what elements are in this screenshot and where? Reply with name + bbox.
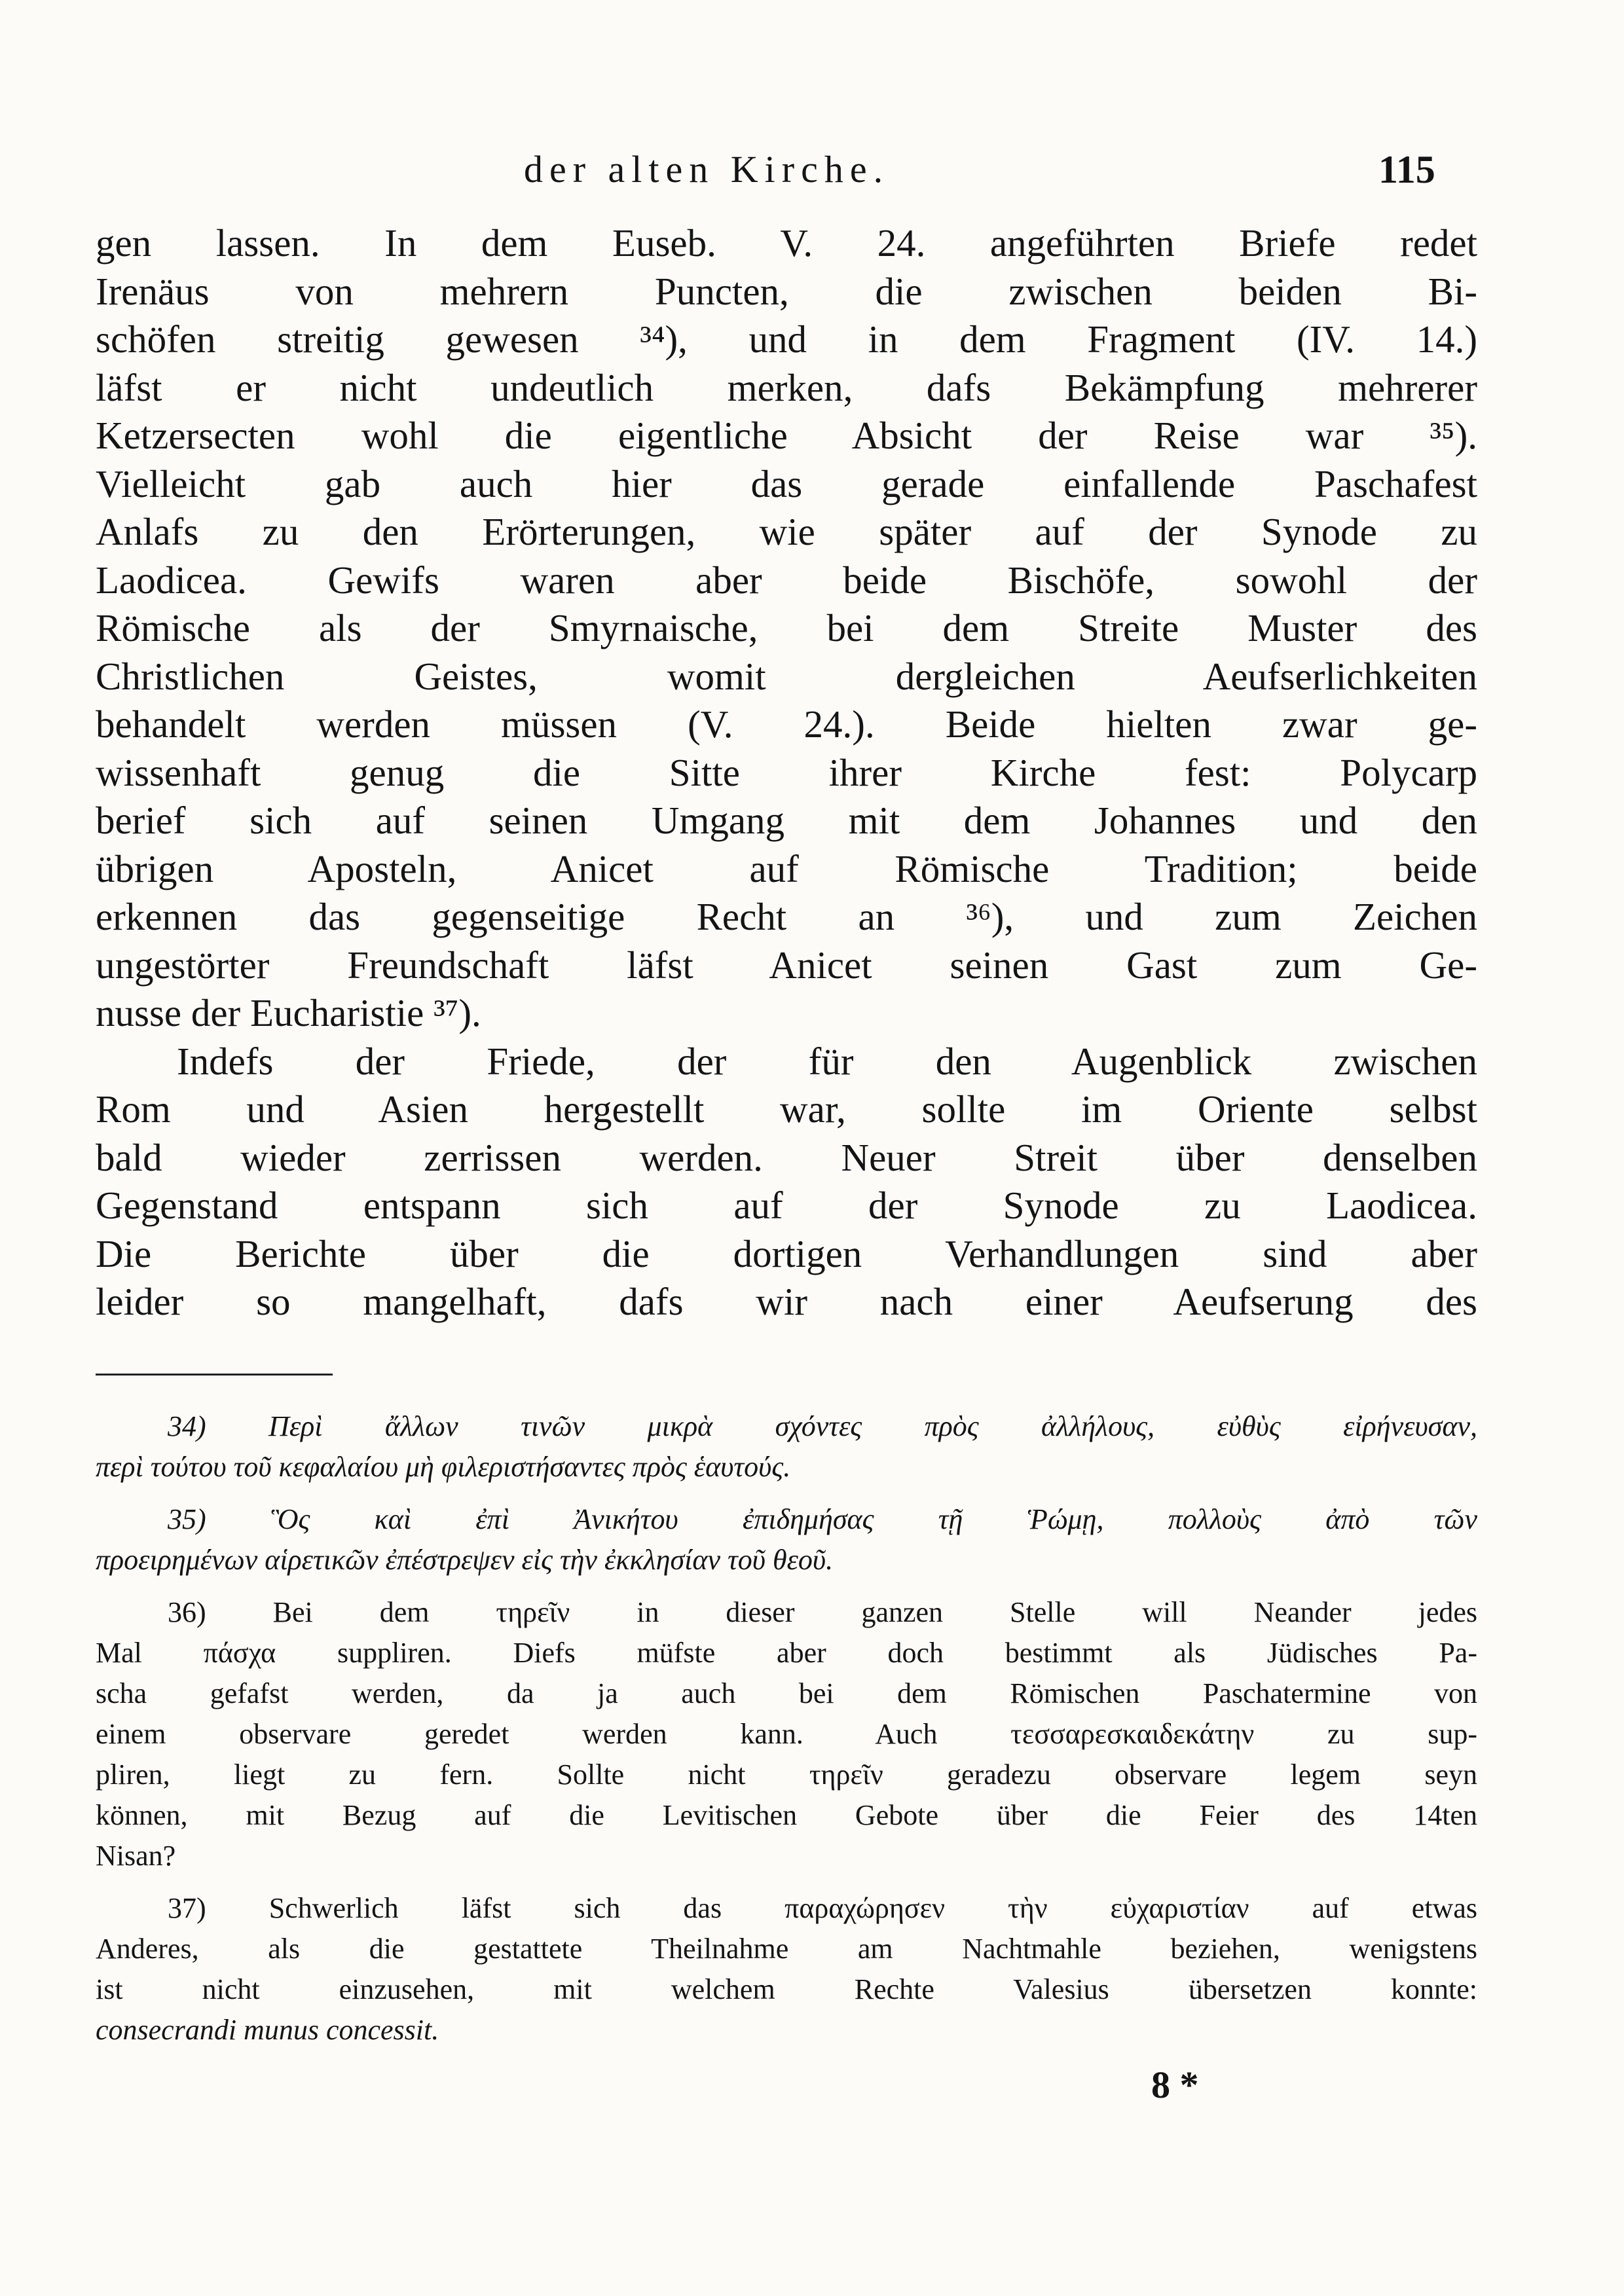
body-line: schöfen streitig gewesen ³⁴), und in dem Fragment (IV. 14.) xyxy=(96,318,1477,361)
footnote-37-line: 37) Schwerlich läfst sich das παραχώρησεν τὴν εὐχαριστίαν auf etwas xyxy=(168,1892,1477,1924)
body-line: wissenhaft genug die Sitte ihrer Kirche fest: Polycarp xyxy=(96,750,1477,794)
footnote-36-line: scha gefafst werden, da ja auch bei dem Römischen Paschatermine von xyxy=(96,1677,1477,1709)
footnote-36-line: einem observare geredet werden kann. Auch τεσσαρεσκαιδεκάτην zu sup- xyxy=(96,1718,1477,1750)
running-title: der alten Kirche. xyxy=(524,148,890,191)
footnote-36-line: pliren, liegt zu fern. Sollte nicht τηρεῖν geradezu observare legem seyn xyxy=(96,1758,1477,1791)
body-line: Ketzersecten wohl die eigentliche Absicht der Reise war ³⁵). xyxy=(96,414,1477,457)
footnote-35-line: 35) Ὃς καὶ ἐπὶ Ἀνικήτου ἐπιδημήσας τῇ Ῥώμῃ, πολλοὺς ἀπὸ τῶν xyxy=(168,1503,1477,1535)
body-line: Irenäus von mehrern Puncten, die zwischen beiden Bi- xyxy=(96,269,1477,313)
footnote-34-line: 34) Περὶ ἄλλων τινῶν μικρὰ σχόντες πρὸς ἀλλήλους, εὐθὺς εἰρήνευσαν, xyxy=(168,1410,1477,1442)
footnote-35-line: προειρημένων αἱρετικῶν ἐπέστρεψεν εἰς τὴν ἐκκλησίαν τοῦ θεοῦ. xyxy=(96,1544,834,1576)
body-line: ungestörter Freundschaft läfst Anicet seinen Gast zum Ge- xyxy=(96,943,1477,987)
footnote-37-line: Anderes, als die gestattete Theilnahme am Nachtmahle beziehen, wenigstens xyxy=(96,1933,1477,1965)
body-line: erkennen das gegenseitige Recht an ³⁶), und zum Zeichen xyxy=(96,895,1477,938)
footnote-37-line: consecrandi munus concessit. xyxy=(96,2014,439,2046)
body-line: übrigen Aposteln, Anicet auf Römische Tradition; beide xyxy=(96,847,1477,890)
body-line: Anlafs zu den Erörterungen, wie später auf der Synode zu xyxy=(96,510,1477,553)
body-line: läfst er nicht undeutlich merken, dafs Bekämpfung mehrerer xyxy=(96,365,1477,409)
body-line: Die Berichte über die dortigen Verhandlungen sind aber xyxy=(96,1231,1477,1275)
body-line: Laodicea. Gewifs waren aber beide Bischöfe, sowohl der xyxy=(96,558,1477,602)
footnote-34-line: περὶ τούτου τοῦ κεφαλαίου μὴ φιλεριστήσαντες πρὸς ἑαυτούς. xyxy=(96,1451,791,1483)
body-line: nusse der Eucharistie ³⁷). xyxy=(96,991,481,1034)
running-head xyxy=(0,140,1624,199)
body-line: Christlichen Geistes, womit dergleichen Aeufserlichkeiten xyxy=(96,654,1477,698)
body-line: Rom und Asien hergestellt war, sollte im Oriente selbst xyxy=(96,1087,1477,1131)
footnotes xyxy=(96,1406,1477,2050)
footnote-36-line: Nisan? xyxy=(96,1840,176,1872)
body-line: leider so mangelhaft, dafs wir nach einer Aeufserung des xyxy=(96,1280,1477,1323)
page-number: 115 xyxy=(1378,148,1435,191)
body-line: Gegenstand entspann sich auf der Synode zu Laodicea. xyxy=(96,1184,1477,1227)
body-line: gen lassen. In dem Euseb. V. 24. angeführten Briefe redet xyxy=(96,221,1477,264)
body-text xyxy=(96,219,1477,1326)
paragraph-start-line: Indefs der Friede, der für den Augenblick zwischen xyxy=(177,1039,1477,1083)
body-line: berief sich auf seinen Umgang mit dem Johannes und den xyxy=(96,799,1477,842)
footnote-36-line: können, mit Bezug auf die Levitischen Gebote über die Feier des 14ten xyxy=(96,1799,1477,1831)
signature-mark: 8 * xyxy=(1151,2064,1199,2106)
body-line: bald wieder zerrissen werden. Neuer Streit über denselben xyxy=(96,1135,1477,1179)
body-line: Römische als der Smyrnaische, bei dem Streite Muster des xyxy=(96,606,1477,649)
footnote-37-line: ist nicht einzusehen, mit welchem Rechte Valesius übersetzen konnte: xyxy=(96,1973,1477,2005)
body-line: Vielleicht gab auch hier das gerade einfallende Paschafest xyxy=(96,462,1477,505)
footnote-36-line: Mal πάσχα suppliren. Diefs müfste aber doch bestimmt als Jüdisches Pa- xyxy=(96,1637,1477,1669)
footnote-divider xyxy=(96,1374,333,1376)
body-line: behandelt werden müssen (V. 24.). Beide hielten zwar ge- xyxy=(96,702,1477,746)
footnote-36-line: 36) Bei dem τηρεῖν in dieser ganzen Stelle will Neander jedes xyxy=(168,1596,1477,1628)
